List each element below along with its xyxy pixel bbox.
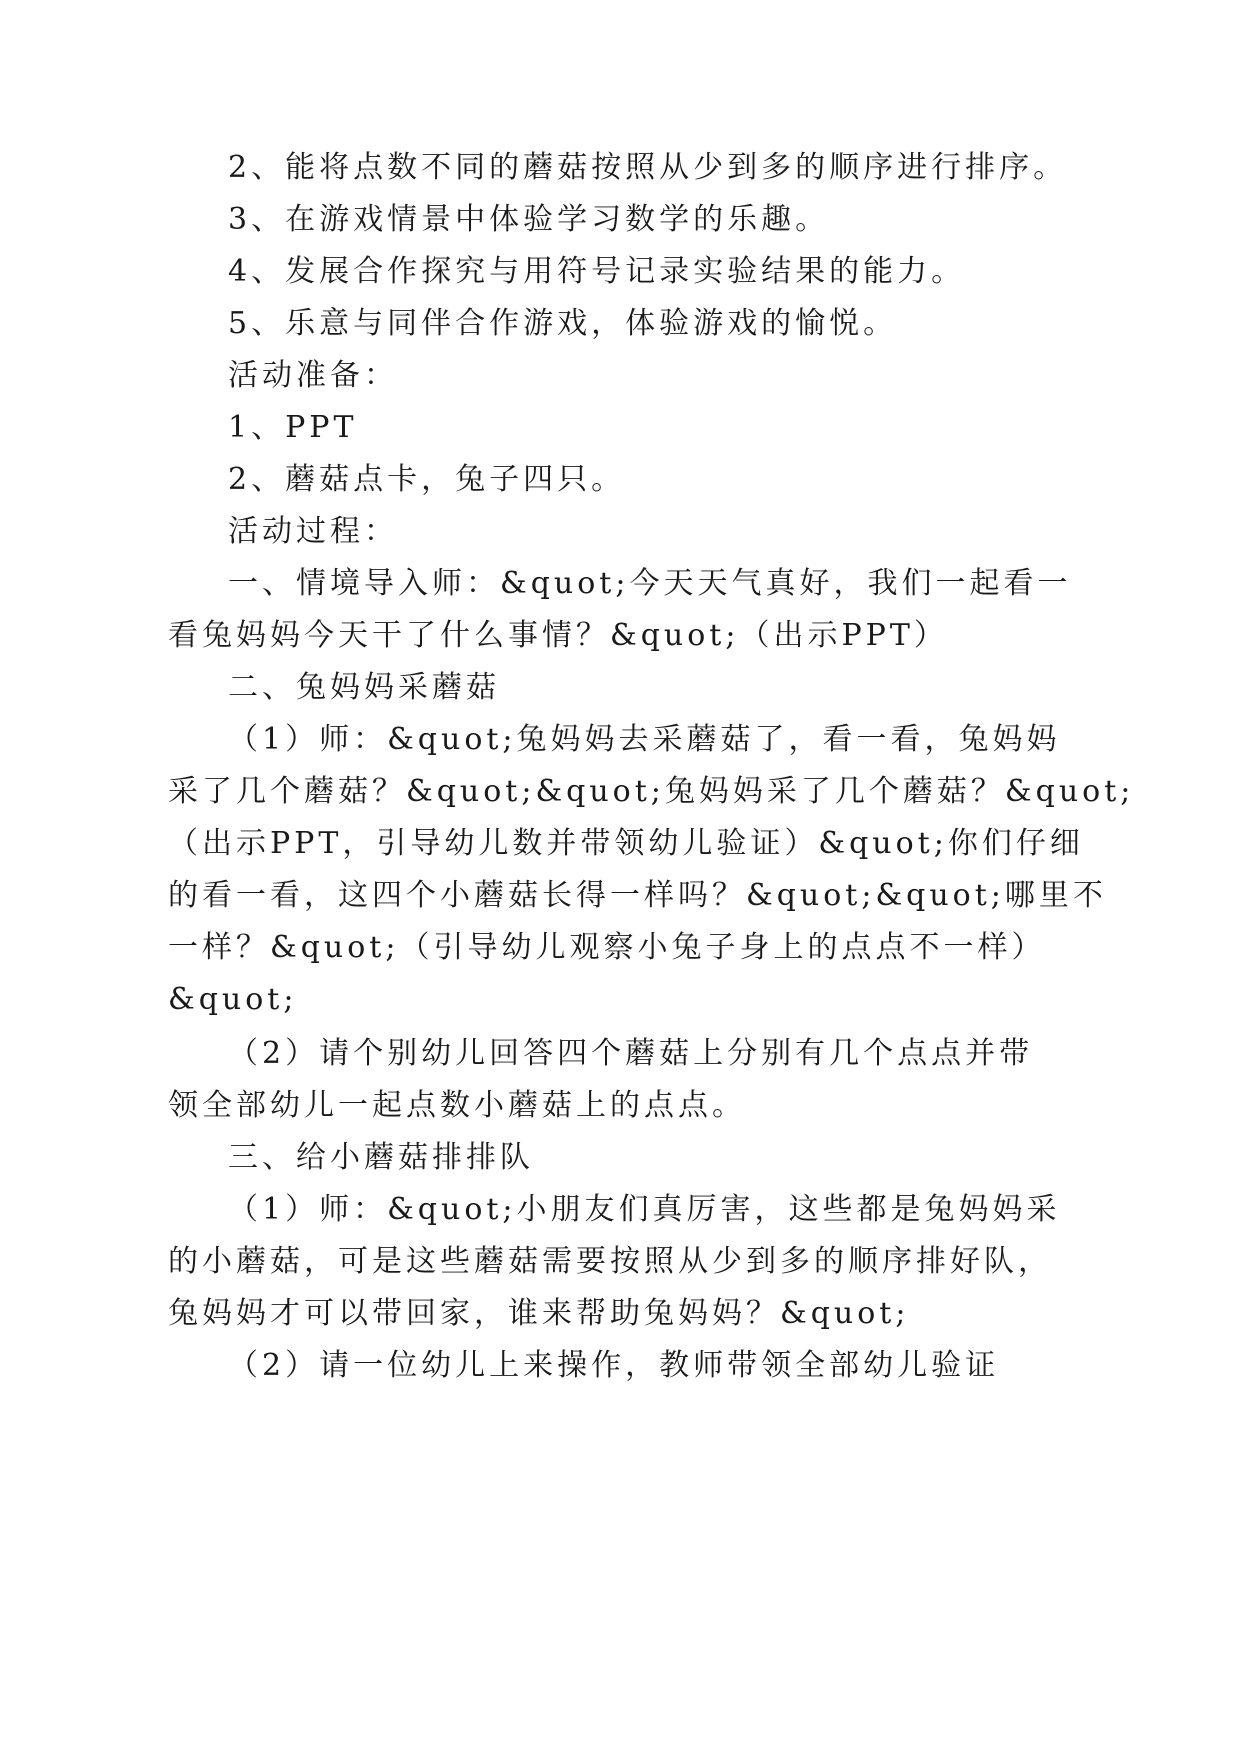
text-line: 1、PPT [228, 410, 358, 445]
text-line: 兔妈妈才可以带回家，谁来帮助兔妈妈？&quot; [168, 1296, 910, 1331]
text-line: 采了几个蘑菇？&quot;&quot;兔妈妈采了几个蘑菇？&quot; [168, 774, 1135, 809]
text-line: （2）请一位幼儿上来操作，教师带领全部幼儿验证 [228, 1348, 1000, 1383]
text-line: 的小蘑菇，可是这些蘑菇需要按照从少到多的顺序排好队， [168, 1244, 1052, 1279]
text-line: （1）师：&quot;小朋友们真厉害，这些都是兔妈妈采 [228, 1192, 1061, 1227]
text-line: &quot; [168, 982, 298, 1017]
section-heading: 二、兔妈妈采蘑菇 [228, 670, 500, 705]
text-line: 2、蘑菇点卡，兔子四只。 [228, 462, 626, 497]
text-line: 一、情境导入师：&quot;今天天气真好，我们一起看一 [228, 566, 1072, 601]
text-line: 2、能将点数不同的蘑菇按照从少到多的顺序进行排序。 [228, 150, 1068, 185]
text-line: 的看一看，这四个小蘑菇长得一样吗？&quot;&quot;哪里不 [168, 878, 1107, 913]
text-line: 5、乐意与同伴合作游戏，体验游戏的愉悦。 [228, 306, 898, 341]
text-line: 3、在游戏情景中体验学习数学的乐趣。 [228, 202, 830, 237]
section-heading: 活动过程： [228, 514, 398, 549]
text-line: 看兔妈妈今天干了什么事情？&quot;（出示PPT） [168, 618, 948, 653]
text-line: （1）师：&quot;兔妈妈去采蘑菇了，看一看，兔妈妈 [228, 722, 1061, 757]
text-line: （出示PPT，引导幼儿数并带领幼儿验证）&quot;你们仔细 [168, 826, 1084, 861]
section-heading: 活动准备： [228, 358, 398, 393]
section-heading: 三、给小蘑菇排排队 [228, 1140, 534, 1175]
text-line: （2）请个别幼儿回答四个蘑菇上分别有几个点点并带 [228, 1036, 1034, 1071]
text-line: 一样？&quot;（引导幼儿观察小兔子身上的点点不一样） [168, 930, 1046, 965]
text-line: 领全部幼儿一起点数小蘑菇上的点点。 [168, 1088, 746, 1123]
text-line: 4、发展合作探究与用符号记录实验结果的能力。 [228, 254, 966, 289]
